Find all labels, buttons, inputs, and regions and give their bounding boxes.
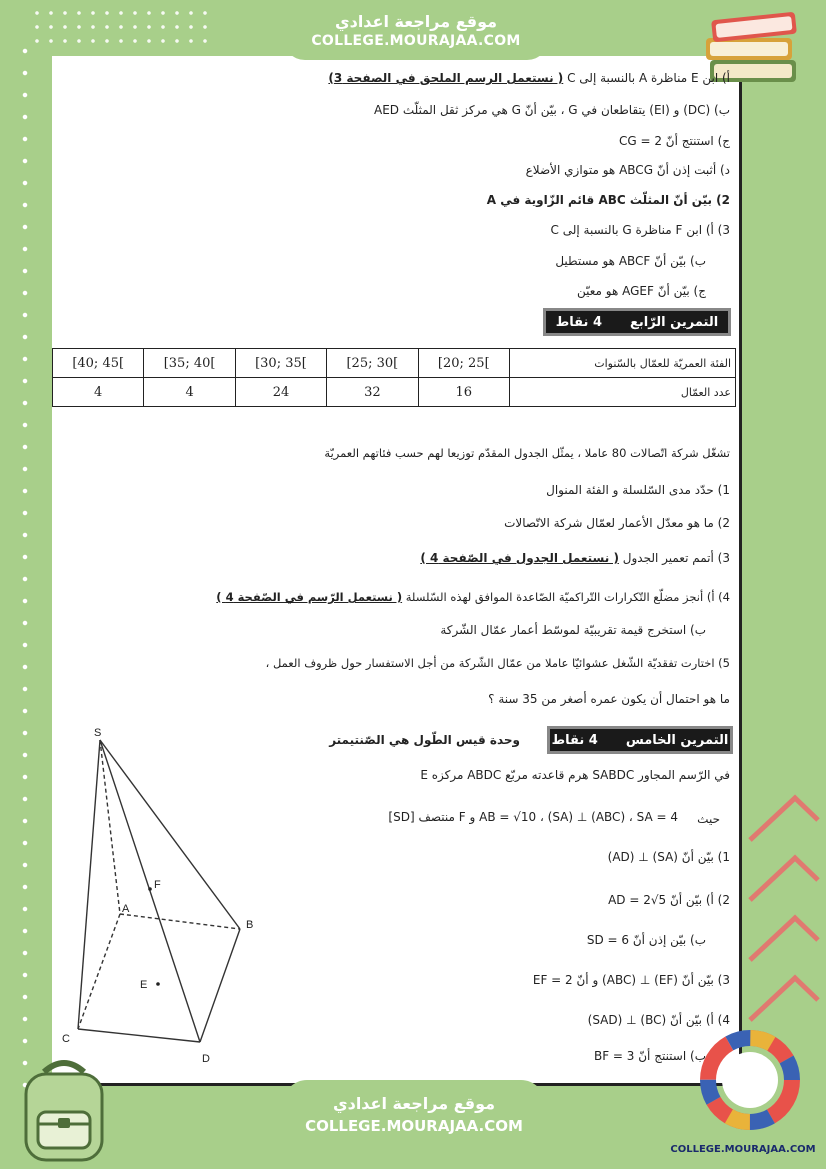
ex3-q1d: د) أثبت إذن أنّ ABCG هو متوازي الأضلاع — [525, 163, 730, 177]
decorative-dots-left — [22, 40, 28, 1100]
table-cell: [25; 30[ — [327, 349, 418, 378]
ages-table — [52, 348, 736, 407]
ex5-q1: 1) بيّن أنّ (SA) ⊥ (AD) — [607, 850, 730, 864]
table-cell: [30; 35[ — [235, 349, 326, 378]
exercise4-title: التمرين الرّابع — [630, 314, 719, 330]
table-cell: 4 — [53, 378, 144, 407]
ex3-q3c: ج) بيّن أنّ AGEF هو معيّن — [576, 284, 706, 298]
ex5-intro: في الرّسم المجاور SABDC هرم قاعدته مربّع ABDC مركزه E — [420, 768, 730, 782]
ex4-q5: 5) اختارت تفقديّة الشّغل عشوائيّا عاملا من عمّال الشّركة من أجل الاستفسار حول ظروف العمل ، — [265, 656, 730, 670]
label-B: B — [246, 919, 254, 931]
exercise4-badge — [543, 308, 731, 336]
ex4-q1: 1) حدّد مدى السّلسلة و الفئة المنوال — [546, 483, 730, 497]
table-row-header: الفئة العمريّة للعمّال بالسّنوات — [510, 349, 736, 378]
ex4-q3-note: ( نستعمل الجدول في الصّفحة 4 ) — [420, 551, 619, 565]
ex5-given-label: حيث — [697, 812, 720, 826]
pyramid-figure — [50, 722, 280, 1067]
ex4-q4a-note: ( نستعمل الرّسم في الصّفحة 4 ) — [216, 590, 403, 604]
exercise5-title: التمرين الخامس — [625, 732, 729, 748]
label-D: D — [202, 1053, 210, 1065]
ex3-q1a: أ) ابن E مناظرة A بالنسبة إلى C ( نستعمل الرسم الملحق في الصفحة 3) — [328, 71, 730, 85]
ex3-q1c: ج) استنتج أنّ CG = 2 — [618, 134, 730, 148]
ex4-q4b: ب) استخرج قيمة تقريبيّة لموسّط أعمار عمّال الشّركة — [440, 623, 706, 637]
table-cell: 32 — [327, 378, 418, 407]
ex5-q4a: 4) أ) بيّن أنّ (BC) ⊥ (SAD) — [587, 1013, 730, 1027]
exercise5-badge — [547, 726, 733, 754]
ex5-q3: 3) بيّن أنّ (EF) ⊥ (ABC) و أنّ EF = 2 — [532, 973, 730, 987]
table-row-header: عدد العمّال — [510, 378, 736, 407]
ex5-given: AB = √10 ، (SA) ⊥ (ABC) ، SA = 4 و F منتصف [SD] — [388, 810, 678, 824]
header-banner[interactable] — [283, 4, 549, 60]
ex3-q3b: ب) بيّن أنّ ABCF هو مستطيل — [555, 254, 706, 268]
table-cell: 4 — [144, 378, 235, 407]
mourajaa-logo-icon — [700, 1020, 800, 1140]
label-C: C — [62, 1033, 70, 1045]
ex4-q5b: ما هو احتمال أن يكون عمره أصغر من 35 سنة ؟ — [488, 692, 730, 706]
header-site-arabic: موقع مراجعة اعدادي — [334, 12, 498, 31]
ex5-q2b: ب) بيّن إذن أنّ SD = 6 — [586, 933, 706, 947]
label-A: A — [122, 903, 130, 915]
ex3-q1a-note: ( نستعمل الرسم الملحق في الصفحة 3) — [328, 71, 564, 85]
ex3-q1b: ب) (DC) و (EI) يتقاطعان في G ، بيّن أنّ G هي مركز ثقل المثلّث AED — [373, 103, 730, 117]
footer-site-arabic: موقع مراجعة اعدادي — [332, 1094, 496, 1113]
header-site-url[interactable]: COLLEGE.MOURAJAA.COM — [311, 33, 521, 49]
ex3-q2: 2) بيّن أنّ المثلّث ABC قائم الزّاوية في A — [486, 193, 730, 207]
label-S: S — [94, 727, 102, 739]
exercise4-points: 4 نقاط — [555, 314, 602, 330]
ex4-q4a: 4) أ) أنجز مضلّع التّكرارات التّراكميّة الصّاعدة الموافق لهذه السّلسلة ( نستعمل الرّسم في الصّفحة 4 ) — [216, 590, 730, 604]
table-cell: 16 — [418, 378, 509, 407]
decorative-dots-top — [30, 6, 210, 46]
chevron-decoration-icon — [740, 790, 820, 1050]
logo-url[interactable]: COLLEGE.MOURAJAA.COM — [670, 1144, 816, 1155]
ex4-q2: 2) ما هو معدّل الأعمار لعمّال شركة الاتّصالات — [504, 516, 730, 530]
table-cell: [40; 45[ — [53, 349, 144, 378]
ex3-q3a: 3) أ) ابن F مناظرة G بالنسبة إلى C — [550, 223, 730, 237]
footer-banner[interactable] — [283, 1080, 545, 1150]
ex5-q4b: ب) استنتج أنّ BF = 3 — [593, 1049, 706, 1063]
table-cell: [20; 25[ — [418, 349, 509, 378]
table-cell: 24 — [235, 378, 326, 407]
backpack-icon — [16, 1054, 112, 1164]
exercise5-points: 4 نقاط — [551, 732, 598, 748]
label-F: F — [154, 879, 161, 891]
ex5-q2a: 2) أ) بيّن أنّ AD = 2√5 — [608, 893, 730, 907]
ex4-intro: تشغّل شركة اتّصالات 80 عاملا ، يمثّل الجدول المقدّم توزيعا لهم حسب فئاتهم العمريّة — [324, 446, 730, 460]
ex4-q3: 3) أتمم تعمير الجدول ( نستعمل الجدول في الصّفحة 4 ) — [420, 551, 730, 565]
footer-site-url[interactable]: COLLEGE.MOURAJAA.COM — [305, 1117, 523, 1135]
label-E: E — [140, 979, 148, 991]
ex5-unit: وحدة قيس الطّول هي الصّنتيمتر — [329, 733, 520, 747]
table-row — [53, 349, 736, 378]
table-row — [53, 378, 736, 407]
table-cell: [35; 40[ — [144, 349, 235, 378]
